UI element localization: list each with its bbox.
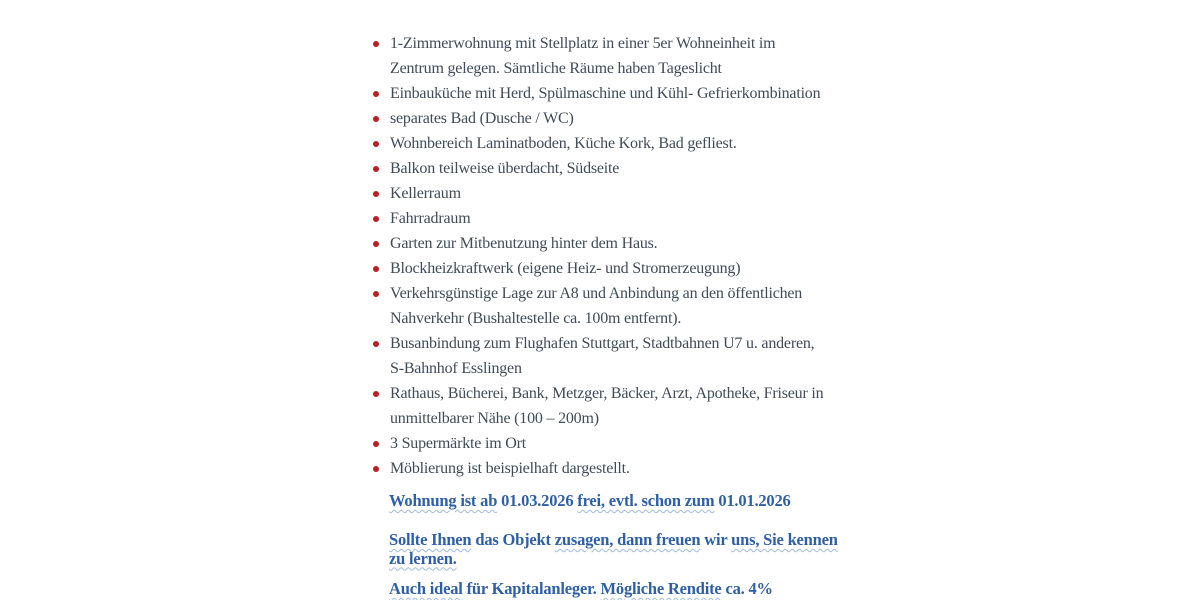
highlight-line [389,550,838,569]
list-item-text: Kellerraum [390,185,461,202]
list-item-text: S-Bahnhof Esslingen [390,360,522,377]
bullet-icon [373,141,379,147]
bullet-icon [373,341,379,347]
list-item-text: Busanbindung zum Flughafen Stuttgart, Stadtbahnen U7 u. anderen, [390,335,815,352]
list-item-line [372,456,823,481]
bullet-icon [373,266,379,272]
bullet-icon [373,116,379,122]
list-item-wrap-line [372,356,823,381]
list-item-wrap-line [372,406,823,431]
list-item [372,431,823,456]
text-segment: zusagen, dann freuen [554,530,701,549]
text-segment: zu lernen. [389,548,457,568]
bullet-icon [373,466,379,472]
list-item [372,156,823,181]
list-item-text: Verkehrsgünstige Lage zur A8 und Anbindung an den öffentlichen [390,285,803,302]
bullet-icon [373,241,379,247]
text-segment: wir [700,530,732,549]
list-item [372,256,823,281]
list-item-text: Einbauküche mit Herd, Spülmaschine und Kühl- Gefrierkombination [390,85,821,102]
list-item [372,231,823,256]
list-item-line [372,131,823,156]
list-item [372,206,823,231]
investment-note [389,578,773,600]
list-item [372,106,823,131]
list-item-line [372,431,823,456]
list-item-line [372,206,823,231]
text-segment: das Objekt [471,530,555,549]
list-item [372,131,823,156]
list-item-text: 3 Supermärkte im Ort [390,435,526,452]
list-item-line [372,231,823,256]
list-item-text: 1-Zimmerwohnung mit Stellplatz in einer 5er Wohneinheit im [390,35,776,52]
text-segment: Wohnung ist ab [389,491,498,510]
property-feature-list [372,31,823,481]
list-item-text: Garten zur Mitbenutzung hinter dem Haus. [390,235,658,252]
text-segment: Auch ideal [389,579,463,598]
list-item-wrap-line [372,56,823,81]
list-item-text: separates Bad (Dusche / WC) [390,110,574,127]
bullet-icon [373,291,379,297]
list-item-text: Rathaus, Bücherei, Bank, Metzger, Bäcker, Arzt, Apotheke, Friseur in [390,385,824,402]
list-item [372,281,823,331]
availability-note [389,490,791,512]
list-item-line [372,156,823,181]
list-item-line [372,381,823,406]
list-item-text: Nahverkehr (Bushaltestelle ca. 100m entfernt). [390,310,682,327]
list-item-text: Möblierung ist beispielhaft dargestellt. [390,460,630,477]
list-item-line [372,181,823,206]
list-item-wrap-line [372,306,823,331]
bullet-icon [373,216,379,222]
bullet-icon [373,391,379,397]
text-segment: Sollte Ihnen [389,530,472,549]
text-segment: 01.03.2026 [497,491,578,510]
list-item [372,381,823,431]
list-item-text: Fahrradraum [390,210,471,227]
list-item [372,456,823,481]
bullet-icon [373,191,379,197]
list-item-text: unmittelbarer Nähe (100 – 200m) [390,410,599,427]
list-item [372,181,823,206]
bullet-icon [373,441,379,447]
text-segment: 01.01.2026 [714,491,791,510]
list-item-line [372,331,823,356]
text-segment: ca. 4% [721,579,773,598]
text-segment: für Kapitalanleger. [462,579,601,598]
list-item-text: Balkon teilweise überdacht, Südseite [390,160,620,177]
bullet-icon [373,41,379,47]
list-item [372,31,823,81]
text-segment: uns, Sie kennen [731,530,838,549]
list-item [372,331,823,381]
list-item-line [372,281,823,306]
list-item-text: Zentrum gelegen. Sämtliche Räume haben Tageslicht [390,60,722,77]
text-segment: frei, evtl. schon zum [577,491,715,510]
highlight-line [389,490,791,512]
list-item [372,81,823,106]
text-segment: Mögliche Rendite [600,579,722,598]
list-item-line [372,81,823,106]
list-item-line [372,106,823,131]
list-item-text: Blockheizkraftwerk (eigene Heiz- und Stromerzeugung) [390,260,741,277]
contact-note [389,531,838,568]
bullet-icon [373,166,379,172]
highlight-line [389,578,773,600]
list-item-text: Wohnbereich Laminatboden, Küche Kork, Bad gefliest. [390,135,737,152]
list-item-line [372,256,823,281]
bullet-icon [373,91,379,97]
list-item-line [372,31,823,56]
highlight-line [389,531,838,550]
